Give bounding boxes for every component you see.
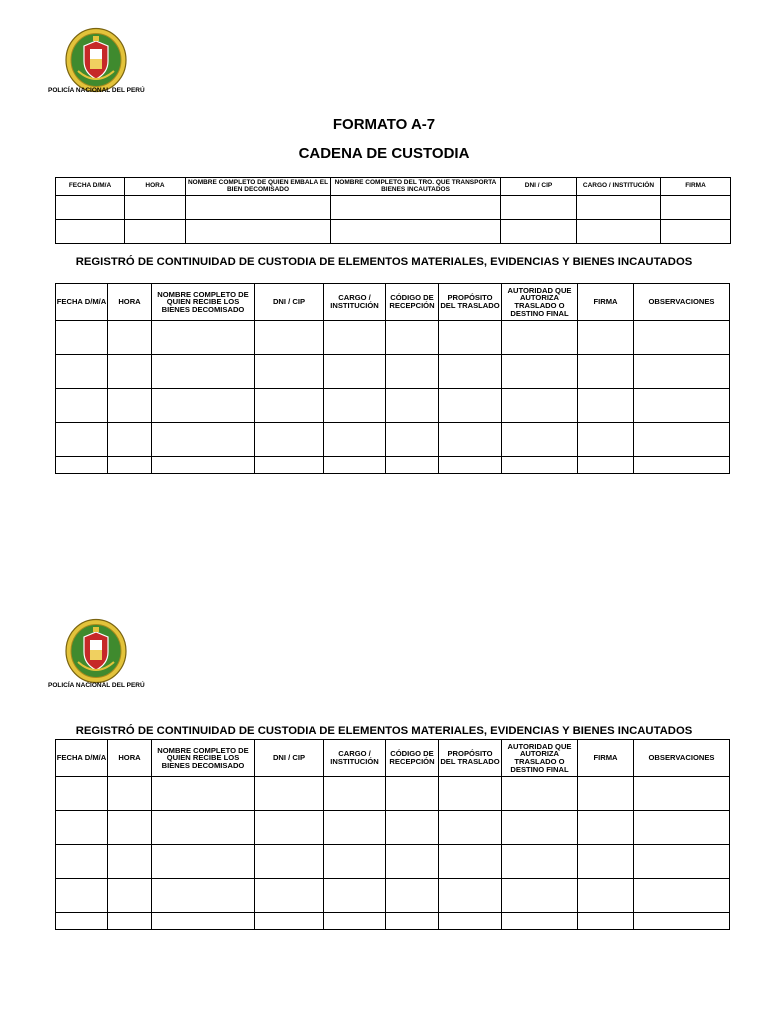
table-cell[interactable] bbox=[386, 321, 439, 355]
table-cell[interactable] bbox=[152, 457, 255, 474]
table-row bbox=[56, 777, 730, 811]
table-cell[interactable] bbox=[331, 196, 501, 220]
table-cell[interactable] bbox=[439, 777, 502, 811]
table-cell[interactable] bbox=[502, 457, 578, 474]
table-cell[interactable] bbox=[439, 913, 502, 930]
table-row bbox=[56, 355, 730, 389]
table-cell[interactable] bbox=[634, 777, 730, 811]
table-row bbox=[56, 423, 730, 457]
table-cell[interactable] bbox=[255, 913, 324, 930]
table-cell[interactable] bbox=[56, 423, 108, 457]
table-header-row bbox=[56, 284, 730, 321]
header-date: FECHA D/M/A bbox=[56, 178, 125, 196]
table-cell[interactable] bbox=[578, 389, 634, 423]
table-cell[interactable] bbox=[386, 355, 439, 389]
header-receiver-name: NOMBRE COMPLETO DE QUIEN RECIBE LOS BIENES DECOMISADO bbox=[152, 740, 255, 777]
table-cell[interactable] bbox=[56, 220, 125, 244]
table-cell[interactable] bbox=[634, 879, 730, 913]
table-row bbox=[56, 457, 730, 474]
header-observations: OBSERVACIONES bbox=[634, 740, 730, 777]
table-cell[interactable] bbox=[578, 423, 634, 457]
table-cell[interactable] bbox=[108, 423, 152, 457]
table-cell[interactable] bbox=[578, 355, 634, 389]
table-cell[interactable] bbox=[578, 845, 634, 879]
table-cell[interactable] bbox=[324, 879, 386, 913]
table-cell[interactable] bbox=[324, 777, 386, 811]
table-cell[interactable] bbox=[439, 355, 502, 389]
table-cell[interactable] bbox=[386, 389, 439, 423]
header-signature: FIRMA bbox=[578, 284, 634, 321]
registry-title: REGISTRÓ DE CONTINUIDAD DE CUSTODIA DE ELEMENTOS MATERIALES, EVIDENCIAS Y BIENES INCAUTADOS bbox=[75, 725, 693, 737]
table-cell[interactable] bbox=[386, 457, 439, 474]
table-cell[interactable] bbox=[578, 913, 634, 930]
table-cell[interactable] bbox=[578, 457, 634, 474]
table-row bbox=[56, 196, 731, 220]
header-signature: FIRMA bbox=[661, 178, 731, 196]
table-cell[interactable] bbox=[502, 879, 578, 913]
table-cell[interactable] bbox=[324, 389, 386, 423]
header-transporter-name: NOMBRE COMPLETO DEL TRO. QUE TRANSPORTA BIENES INCAUTADOS bbox=[331, 178, 501, 196]
table-cell[interactable] bbox=[386, 811, 439, 845]
table-cell[interactable] bbox=[255, 321, 324, 355]
header-time: HORA bbox=[108, 740, 152, 777]
table-cell[interactable] bbox=[661, 220, 731, 244]
table-cell[interactable] bbox=[324, 321, 386, 355]
table-cell[interactable] bbox=[152, 423, 255, 457]
table-cell[interactable] bbox=[439, 879, 502, 913]
table-cell[interactable] bbox=[108, 913, 152, 930]
table-cell[interactable] bbox=[56, 845, 108, 879]
header-date: FECHA D/M/A bbox=[56, 284, 108, 321]
table-cell[interactable] bbox=[125, 196, 186, 220]
table-cell[interactable] bbox=[255, 389, 324, 423]
header-position: CARGO / INSTITUCIÓN bbox=[577, 178, 661, 196]
table-cell[interactable] bbox=[255, 355, 324, 389]
table-cell[interactable] bbox=[634, 457, 730, 474]
table-cell[interactable] bbox=[56, 196, 125, 220]
table-cell[interactable] bbox=[634, 811, 730, 845]
table-cell[interactable] bbox=[578, 777, 634, 811]
table-cell[interactable] bbox=[152, 845, 255, 879]
header-signature: FIRMA bbox=[578, 740, 634, 777]
table-row bbox=[56, 321, 730, 355]
table-cell[interactable] bbox=[439, 811, 502, 845]
table-cell[interactable] bbox=[56, 777, 108, 811]
table-cell[interactable] bbox=[324, 811, 386, 845]
table-cell[interactable] bbox=[152, 777, 255, 811]
table-cell[interactable] bbox=[56, 913, 108, 930]
table-cell[interactable] bbox=[439, 389, 502, 423]
table-row bbox=[56, 845, 730, 879]
table-cell[interactable] bbox=[578, 879, 634, 913]
table-cell[interactable] bbox=[56, 811, 108, 845]
table-cell[interactable] bbox=[439, 321, 502, 355]
table-cell[interactable] bbox=[152, 389, 255, 423]
table-cell[interactable] bbox=[386, 913, 439, 930]
header-dni: DNI / CIP bbox=[255, 740, 324, 777]
table-cell[interactable] bbox=[502, 355, 578, 389]
table-cell[interactable] bbox=[502, 321, 578, 355]
header-packer-name: NOMBRE COMPLETO DE QUIEN EMBALA EL BIEN DECOMISADO bbox=[186, 178, 331, 196]
header-time: HORA bbox=[125, 178, 186, 196]
table-cell[interactable] bbox=[152, 355, 255, 389]
table-cell[interactable] bbox=[578, 321, 634, 355]
org-name: POLICÍA NACIONAL DEL PERÚ bbox=[48, 682, 145, 689]
table-cell[interactable] bbox=[255, 457, 324, 474]
table-cell[interactable] bbox=[108, 321, 152, 355]
custody-table bbox=[55, 177, 731, 244]
table-cell[interactable] bbox=[577, 196, 661, 220]
table-cell[interactable] bbox=[56, 355, 108, 389]
table-cell[interactable] bbox=[634, 845, 730, 879]
document-title: FORMATO A-7 bbox=[332, 116, 436, 133]
table-cell[interactable] bbox=[324, 423, 386, 457]
table-cell[interactable] bbox=[502, 423, 578, 457]
registry-title: REGISTRÓ DE CONTINUIDAD DE CUSTODIA DE ELEMENTOS MATERIALES, EVIDENCIAS Y BIENES INCAUTADOS bbox=[75, 256, 693, 268]
table-cell[interactable] bbox=[439, 423, 502, 457]
table-cell[interactable] bbox=[255, 811, 324, 845]
header-dni: DNI / CIP bbox=[501, 178, 577, 196]
table-cell[interactable] bbox=[501, 196, 577, 220]
table-cell[interactable] bbox=[152, 811, 255, 845]
table-cell[interactable] bbox=[255, 879, 324, 913]
table-cell[interactable] bbox=[56, 321, 108, 355]
table-header-row bbox=[56, 740, 730, 777]
table-cell[interactable] bbox=[439, 457, 502, 474]
header-reception-code: CÓDIGO DE RECEPCIÓN bbox=[386, 284, 439, 321]
table-cell[interactable] bbox=[56, 389, 108, 423]
police-seal-icon bbox=[64, 27, 128, 93]
table-cell[interactable] bbox=[324, 845, 386, 879]
header-transfer-purpose: PROPÓSITO DEL TRASLADO bbox=[439, 284, 502, 321]
header-authority: AUTORIDAD QUE AUTORIZA TRASLADO O DESTINO FINAL bbox=[502, 284, 578, 321]
table-cell[interactable] bbox=[108, 845, 152, 879]
table-cell[interactable] bbox=[386, 777, 439, 811]
table-cell[interactable] bbox=[108, 811, 152, 845]
registry-table bbox=[55, 739, 730, 930]
header-reception-code: CÓDIGO DE RECEPCIÓN bbox=[386, 740, 439, 777]
document-subtitle: CADENA DE CUSTODIA bbox=[298, 145, 470, 162]
table-cell[interactable] bbox=[661, 196, 731, 220]
table-cell[interactable] bbox=[634, 321, 730, 355]
table-cell[interactable] bbox=[501, 220, 577, 244]
table-cell[interactable] bbox=[186, 220, 331, 244]
table-cell[interactable] bbox=[502, 389, 578, 423]
table-cell[interactable] bbox=[56, 879, 108, 913]
table-cell[interactable] bbox=[386, 423, 439, 457]
registry-table bbox=[55, 283, 730, 474]
table-cell[interactable] bbox=[108, 389, 152, 423]
table-cell[interactable] bbox=[108, 457, 152, 474]
header-position: CARGO / INSTITUCIÓN bbox=[324, 284, 386, 321]
table-row bbox=[56, 879, 730, 913]
header-observations: OBSERVACIONES bbox=[634, 284, 730, 321]
org-name: POLICÍA NACIONAL DEL PERÚ bbox=[48, 87, 145, 94]
table-cell[interactable] bbox=[255, 777, 324, 811]
table-cell[interactable] bbox=[186, 196, 331, 220]
table-cell[interactable] bbox=[502, 811, 578, 845]
table-cell[interactable] bbox=[255, 423, 324, 457]
table-cell[interactable] bbox=[108, 777, 152, 811]
table-cell[interactable] bbox=[56, 457, 108, 474]
header-dni: DNI / CIP bbox=[255, 284, 324, 321]
table-row bbox=[56, 220, 731, 244]
table-cell[interactable] bbox=[577, 220, 661, 244]
table-cell[interactable] bbox=[108, 879, 152, 913]
table-cell[interactable] bbox=[634, 913, 730, 930]
table-cell[interactable] bbox=[324, 355, 386, 389]
header-date: FECHA D/M/A bbox=[56, 740, 108, 777]
table-cell[interactable] bbox=[152, 913, 255, 930]
table-cell[interactable] bbox=[125, 220, 186, 244]
table-cell[interactable] bbox=[331, 220, 501, 244]
table-cell[interactable] bbox=[152, 321, 255, 355]
police-seal-icon bbox=[64, 618, 128, 684]
table-row bbox=[56, 811, 730, 845]
table-cell[interactable] bbox=[108, 355, 152, 389]
table-cell[interactable] bbox=[502, 777, 578, 811]
table-cell[interactable] bbox=[578, 811, 634, 845]
table-cell[interactable] bbox=[634, 423, 730, 457]
header-time: HORA bbox=[108, 284, 152, 321]
table-cell[interactable] bbox=[634, 389, 730, 423]
header-transfer-purpose: PROPÓSITO DEL TRASLADO bbox=[439, 740, 502, 777]
table-header-row bbox=[56, 178, 731, 196]
table-cell[interactable] bbox=[255, 845, 324, 879]
table-row bbox=[56, 913, 730, 930]
table-cell[interactable] bbox=[386, 879, 439, 913]
table-cell[interactable] bbox=[386, 845, 439, 879]
header-receiver-name: NOMBRE COMPLETO DE QUIEN RECIBE LOS BIENES DECOMISADO bbox=[152, 284, 255, 321]
table-cell[interactable] bbox=[502, 845, 578, 879]
table-cell[interactable] bbox=[324, 457, 386, 474]
table-cell[interactable] bbox=[502, 913, 578, 930]
header-authority: AUTORIDAD QUE AUTORIZA TRASLADO O DESTINO FINAL bbox=[502, 740, 578, 777]
header-position: CARGO / INSTITUCIÓN bbox=[324, 740, 386, 777]
table-cell[interactable] bbox=[324, 913, 386, 930]
table-row bbox=[56, 389, 730, 423]
table-cell[interactable] bbox=[439, 845, 502, 879]
table-cell[interactable] bbox=[152, 879, 255, 913]
table-cell[interactable] bbox=[634, 355, 730, 389]
